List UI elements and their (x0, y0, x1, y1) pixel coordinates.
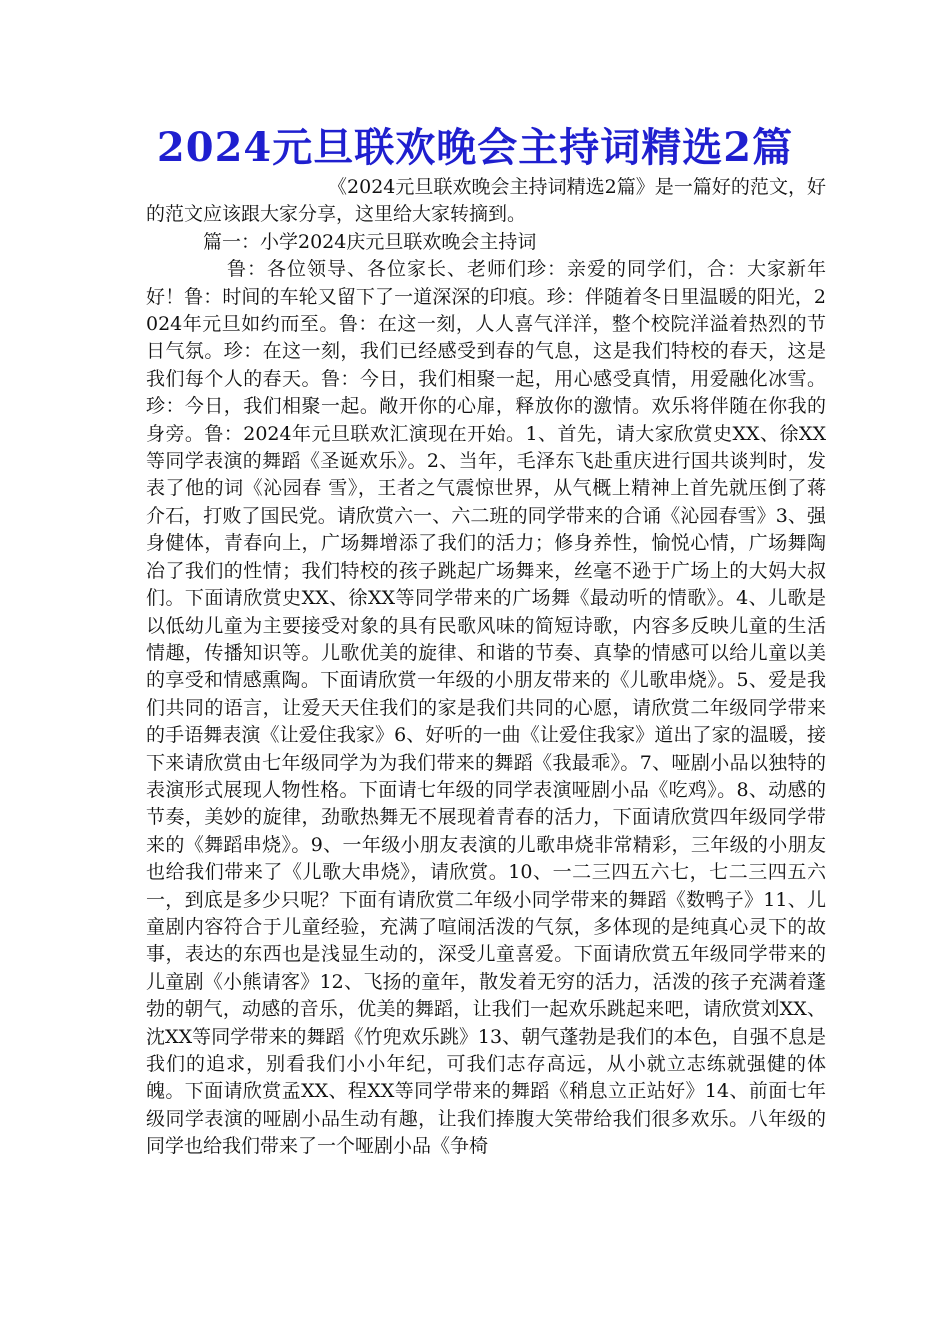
section-heading: 篇一：小学2024庆元旦联欢晚会主持词 (203, 230, 537, 253)
document-title: 2024元旦联欢晚会主持词精选2篇 (156, 124, 794, 171)
content-paragraph: 鲁：各位领导、各位家长、老师们珍：亲爱的同学们，合：大家新年好！鲁：时间的车轮又留下了一道深深的印痕。珍：伴随着冬日里温暖的阳光，2024年元旦如约而至。鲁：在这一刻，人人喜气洋洋，整个校院洋溢着热烈的节日气氛。珍：在这一刻，我们已经感受到春的气息，这是我们特校的春天，这是我们每个人的春天。鲁：今日，我们相聚一起，用心感受真情，用爱融化冰雪。珍：今日，我们相聚一起。敞开你的心扉，释放你的激情。欢乐将伴随在你我的身旁。鲁：2024年元旦联欢汇演现在开始。1、首先，请大家欣赏史XX、徐XX等同学表演的舞蹈《圣诞欢乐》。2、当年，毛泽东飞赴重庆进行国共谈判时，发表了他的词《沁园春 雪》，王者之气震惊世界，从气概上精神上首先就压倒了蒋介石，打败了国民党。请欣赏六一、六二班的同学带来的合诵《沁园春雪》3、强身健体，青春向上，广场舞增添了我们的活力；修身养性，愉悦心情，广场舞陶冶了我们的性情；我们特校的孩子跳起广场舞来，丝毫不逊于广场上的大妈大叔们。下面请欣赏史XX、徐XX等同学带来的广场舞《最动听的情歌》。4、儿歌是以低幼儿童为主要接受对象的具有民歌风味的简短诗歌，内容多反映儿童的生活情趣，传播知识等。儿歌优美的旋律、和谐的节奏、真挚的情感可以给儿童以美的享受和情感熏陶。下面请欣赏一年级的小朋友带来的《儿歌串烧》。5、爱是我们共同的语言，让爱天天住我们的家是我们共同的心愿，请欣赏二年级同学带来的手语舞表演《让爱住我家》6、好听的一曲《让爱住我家》道出了家的温暖，接下来请欣赏由七年级同学为为我们带来的舞蹈《我最乖》。7、哑剧小品以独特的表演形式展现人物性格。下面请七年级的同学表演哑剧小品《吃鸡》。8、动感的节奏，美妙的旋律，劲歌热舞无不展现着青春的活力，下面请欣赏四年级同学带来的《舞蹈串烧》。9、一年级小朋友表演的儿歌串烧非常精彩，三年级的小朋友也给我们带来了《儿歌大串烧》，请欣赏。10、一二三四五六七，七二三四五六一，到底是多少只呢？下面有请欣赏二年级小同学带来的舞蹈《数鸭子》11、儿童剧内容符合于儿童经验，充满了喧闹活泼的气氛，多体现的是纯真心灵下的故事，表达的东西也是浅显生动的，深受儿童喜爱。下面请欣赏五年级同学带来的儿童剧《小熊请客》12、飞扬的童年，散发着无穷的活力，活泼的孩子充满着蓬勃的朝气，动感的音乐，优美的舞蹈，让我们一起欢乐跳起来吧，请欣赏刘XX、沈XX等同学带来的舞蹈《竹兜欢乐跳》13、朝气蓬勃是我们的本色，自强不息是我们的追求，别看我们小小年纪，可我们志存高远，从小就立志练就强健的体魄。下面请欣赏孟XX、程XX等同学带来的舞蹈《稍息立正站好》14、前面七年级同学表演的哑剧小品生动有趣，让我们捧腹大笑带给我们很多欢乐。八年级的同学也给我们带来了一个哑剧小品《争椅 (146, 258, 826, 1158)
intro-paragraph: 《2024元旦联欢晚会主持词精选2篇》是一篇好的范文，好的范文应该跟大家分享，这里给大家转摘到。 (146, 176, 826, 226)
document-body (146, 174, 826, 1161)
